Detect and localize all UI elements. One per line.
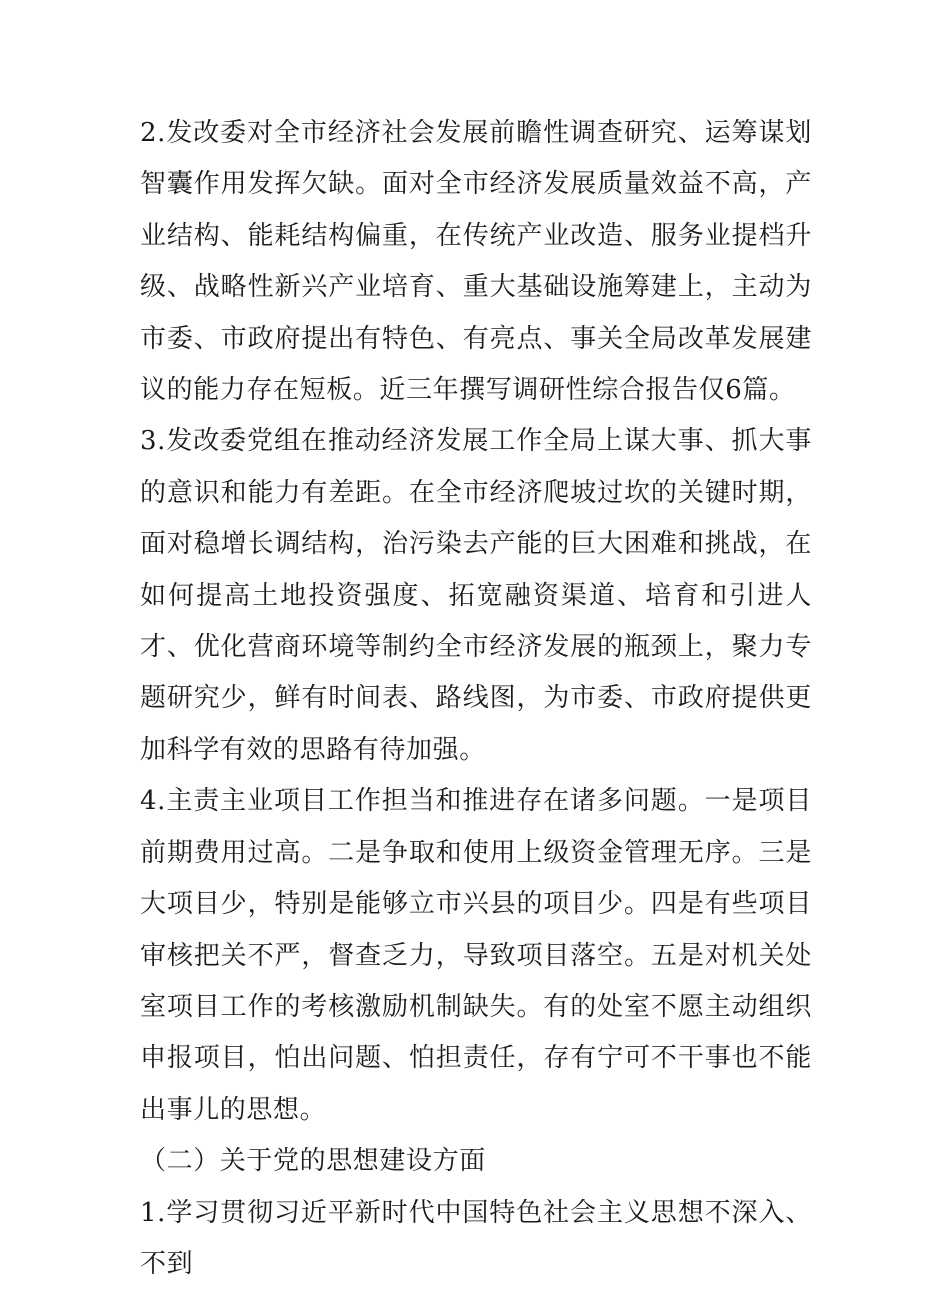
document-body xyxy=(140,108,812,1290)
paragraph-3: 3.发改委党组在推动经济发展工作全局上谋大事、抓大事的意识和能力有差距。在全市经济爬坡过坎的关键时期，面对稳增长调结构，治污染去产能的巨大困难和挑战，在如何提高土地投资强度、拓宽融资渠道、培育和引进人才、优化营商环境等制约全市经济发展的瓶颈上，聚力专题研究少，鲜有时间表、路线图，为市委、市政府提供更加科学有效的思路有待加强。 xyxy=(140,426,812,765)
section-heading: （二）关于党的思想建设方面 xyxy=(140,1146,486,1177)
paragraph-1-partial: 1.学习贯彻习近平新时代中国特色社会主义思想不深入、不到 xyxy=(140,1197,812,1279)
paragraph-4: 4.主责主业项目工作担当和推进存在诸多问题。一是项目前期费用过高。二是争取和使用上级资金管理无序。三是大项目少，特别是能够立市兴县的项目少。四是有些项目审核把关不严，督查乏力，导致项目落空。五是对机关处室项目工作的考核激励机制缺失。有的处室不愿主动组织申报项目，怕出问题、怕担责任，存有宁可不干事也不能出事儿的思想。 xyxy=(140,786,812,1125)
paragraph-2: 2.发改委对全市经济社会发展前瞻性调查研究、运筹谋划智囊作用发挥欠缺。面对全市经济发展质量效益不高，产业结构、能耗结构偏重，在传统产业改造、服务业提档升级、战略性新兴产业培育、重大基础设施筹建上，主动为市委、市政府提出有特色、有亮点、事关全局改革发展建议的能力存在短板。近三年撰写调研性综合报告仅6篇。 xyxy=(140,118,812,406)
